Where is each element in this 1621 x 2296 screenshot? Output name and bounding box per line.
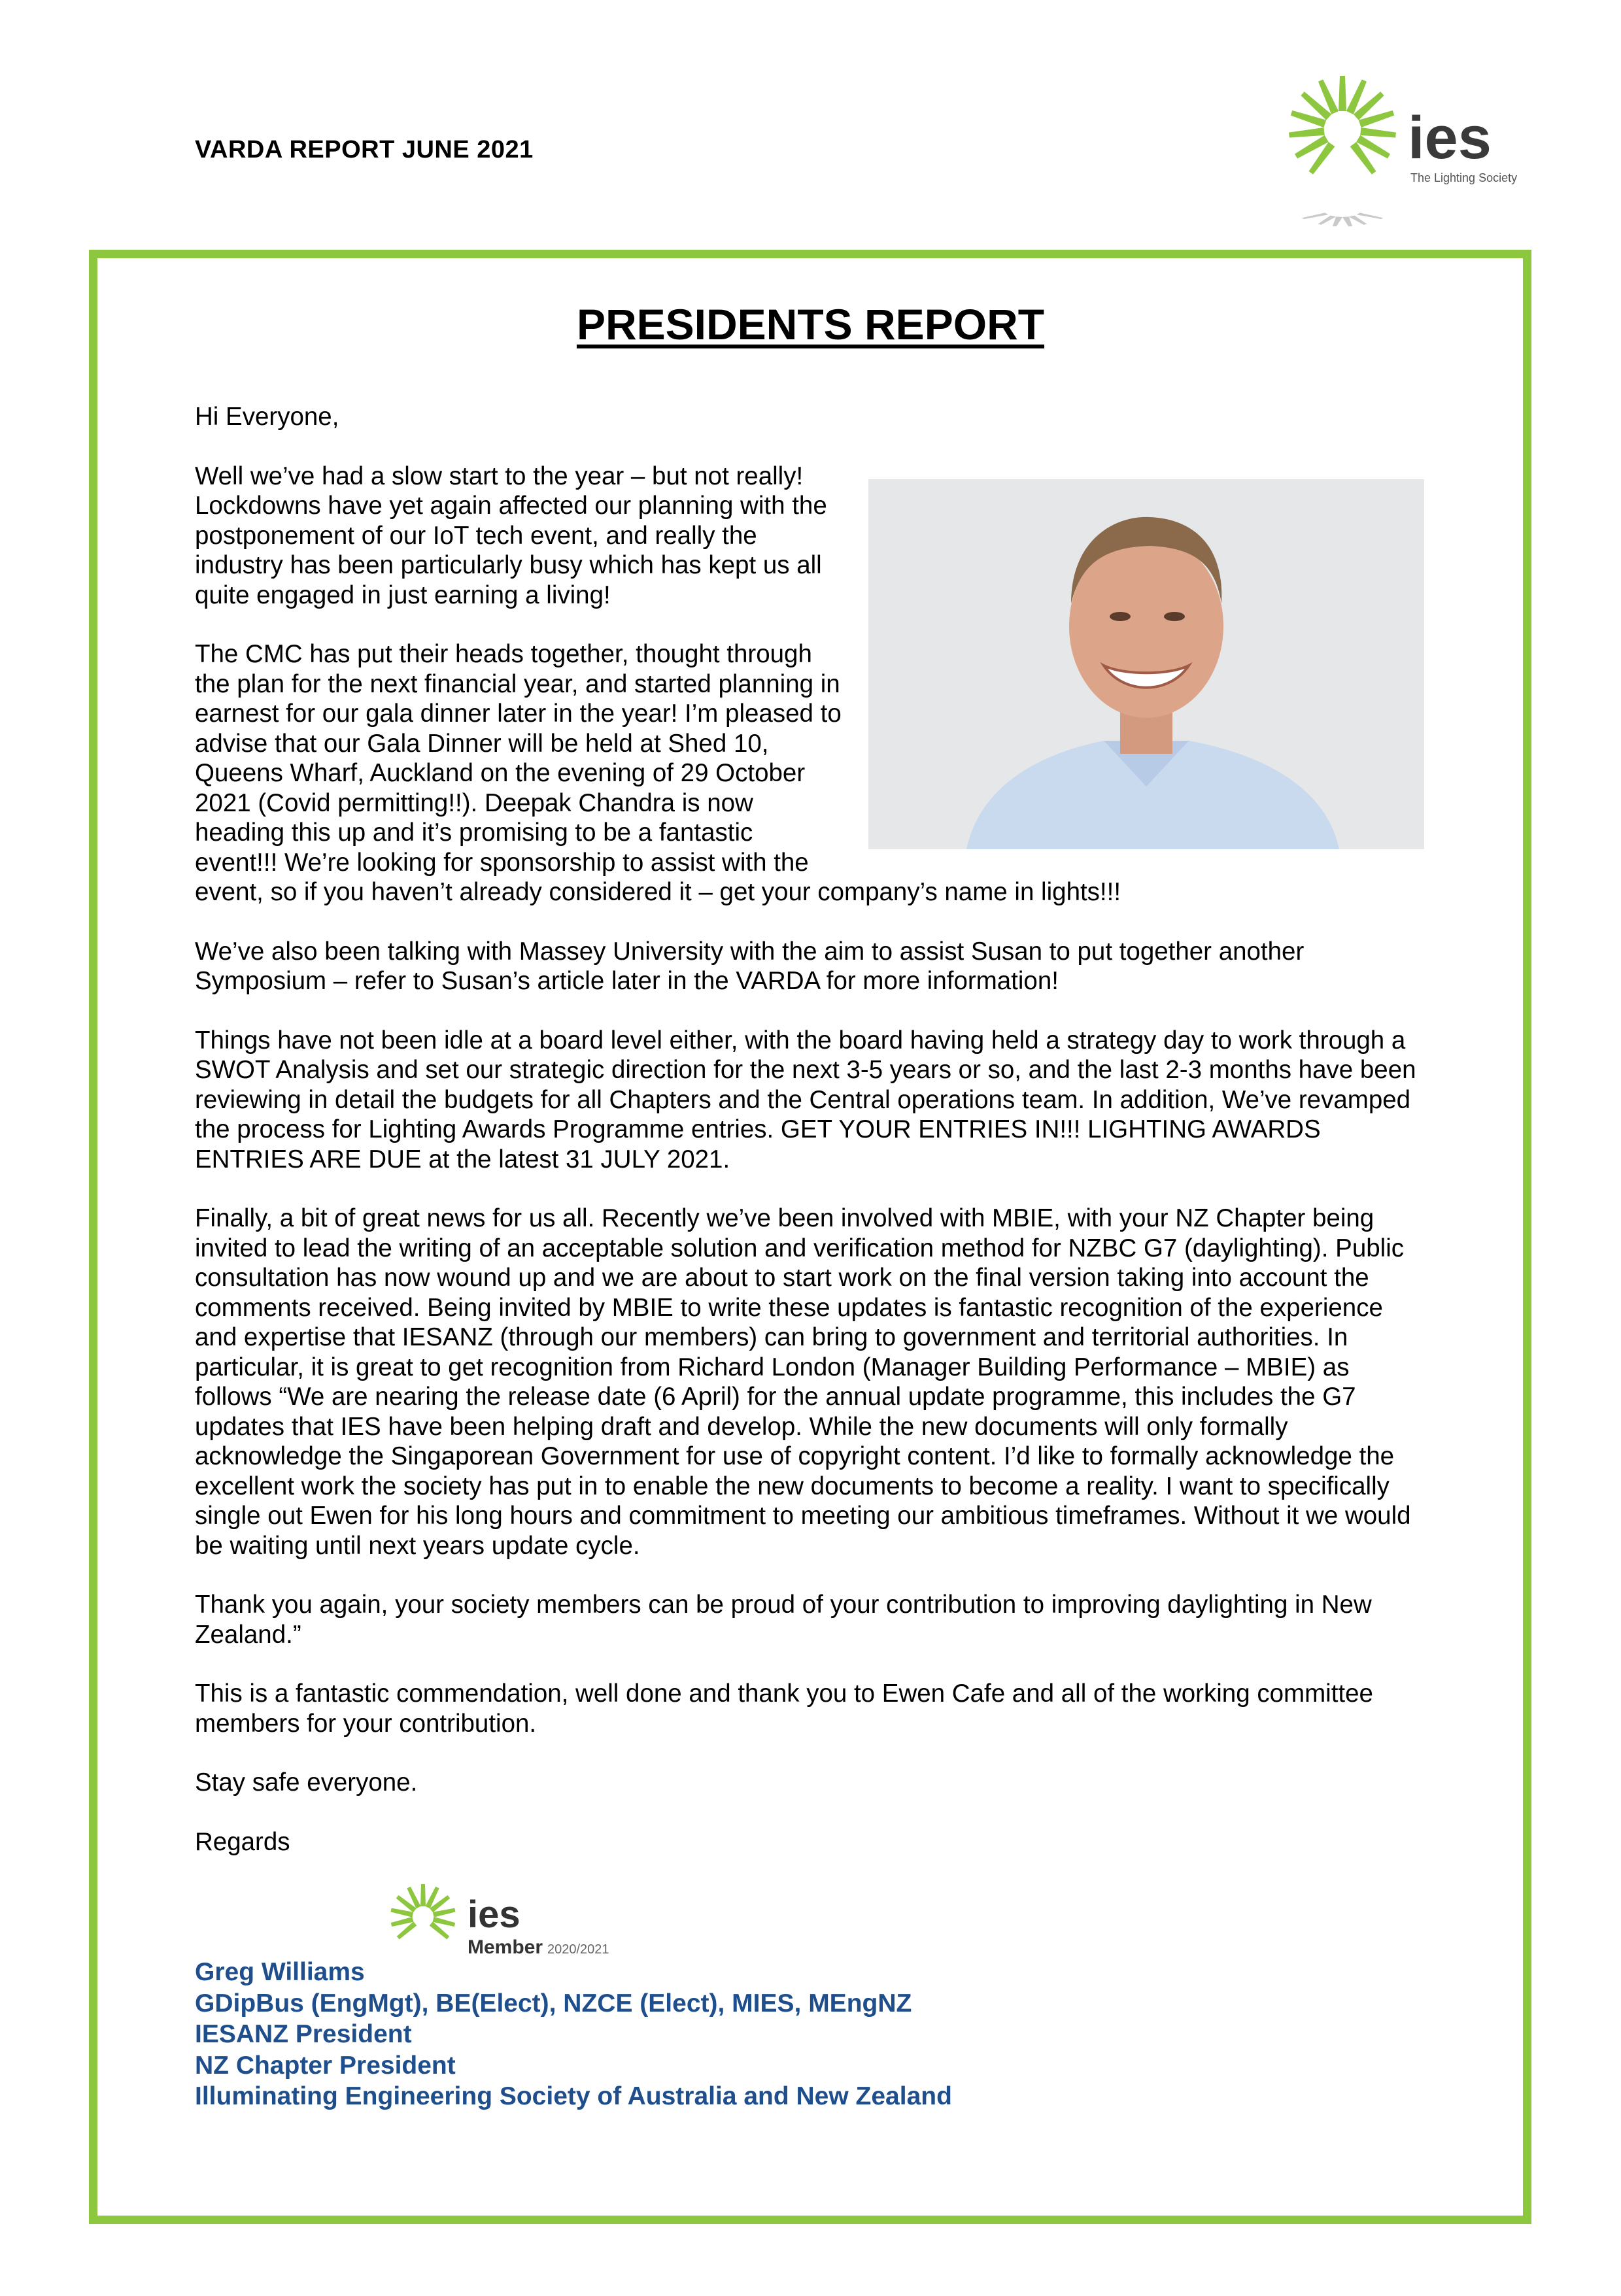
signatory-organisation: Illuminating Engineering Society of Australia and New Zealand — [195, 2082, 952, 2110]
paragraph-2: The CMC has put their heads together, thought through the plan for the next financial year, and started planning in earnest for our gala dinner later in the year! I’m pleased to advise that our Gala Dinner will be held at Shed 10, Queens Wharf, Auckland on the evening of 29 October 2021 (Covid permitting!!). Deepak Chandra is now heading this up and it’s promising to be a fantastic event!!! We’re looking for sponsorship to assist with the event, so if you haven’t already considered it – get your company’s name in lights!!! — [195, 640, 1121, 906]
ies-member-badge-icon — [383, 1876, 624, 1968]
member-badge — [383, 1876, 624, 1968]
portrait-photo-icon — [868, 479, 1424, 849]
signatory-role-2: NZ Chapter President — [195, 2051, 456, 2080]
paragraph-6: Thank you again, your society members can be proud of your contribution to improving daylighting in New Zealand.” — [195, 1591, 1372, 1649]
paragraph-8: Stay safe everyone. — [195, 1768, 418, 1797]
paragraph-9: Regards — [195, 1827, 290, 1856]
president-photo — [868, 479, 1424, 849]
ies-logo — [1265, 72, 1553, 235]
paragraph-4: Things have not been idle at a board level either, with the board having held a strategy day to work through a SWOT Analysis and set our strategic direction for the next 3-5 years or so, and the last 2-3 months have been reviewing in detail the budgets for all Chapters and the Central operations team. In addition, We’ve revamped the process for Lighting Awards Programme entries. GET YOUR ENTRIES IN!!! LIGHTING AWARDS ENTRIES ARE DUE at the latest 31 JULY 2021. — [195, 1026, 1416, 1173]
page-title: PRESIDENTS REPORT — [576, 300, 1045, 348]
report-header-title: VARDA REPORT JUNE 2021 — [195, 136, 534, 163]
signatory-qualifications: GDipBus (EngMgt), BE(Elect), NZCE (Elect), MIES, MEngNZ — [195, 1989, 912, 2017]
signature-block — [195, 1957, 952, 2112]
paragraph-1: Well we’ve had a slow start to the year – but not really! Lockdowns have yet again affected our planning with the postponement of our IoT tech event, and really the industry has been particularly busy which has kept us all quite engaged in just earning a living! — [195, 462, 827, 609]
paragraph-5: Finally, a bit of great news for us all. Recently we’ve been involved with MBIE, with your NZ Chapter being invited to lead the writing of an acceptable solution and verification method for NZBC G7 (daylighting). Public consultation has now wound up and we are about to start work on the final version taking into account the comments received. Being invited by MBIE to write these updates is fantastic recognition of the experience and expertise that IESANZ (through our members) can bring to government and territorial authorities. In particular, it is great to get recognition from Richard London (Manager Building Performance – MBIE) as follows “We are nearing the release date (6 April) for the annual update programme, this includes the G7 updates that IES have been helping draft and develop. While the new documents will only formally acknowledge the Singaporean Government for use of copyright content. I’d like to formally acknowledge the excellent work the society has put in to enable the new documents to become a reality. I want to specifically single out Ewen for his long hours and commitment to meeting our ambitious timeframes. Without it we would be waiting until next years update cycle. — [195, 1204, 1411, 1560]
logo-wordmark: ies — [1408, 105, 1492, 171]
logo-tagline: The Lighting Society — [1410, 171, 1518, 184]
paragraph-3: We’ve also been talking with Massey University with the aim to assist Susan to put together another Symposium – refer to Susan’s article later in the VARDA for more information! — [195, 937, 1305, 995]
ies-sunburst-logo-icon — [1265, 72, 1553, 235]
badge-year: 2020/2021 — [547, 1942, 609, 1957]
badge-member-label: Member — [468, 1936, 543, 1958]
badge-wordmark: ies — [468, 1893, 520, 1936]
signatory-name: Greg Williams — [195, 1958, 365, 1986]
report-body — [195, 402, 1424, 1886]
paragraph-7: This is a fantastic commendation, well done and thank you to Ewen Cafe and all of the working committee members for your contribution. — [195, 1680, 1373, 1738]
greeting: Hi Everyone, — [195, 403, 339, 431]
signatory-role-1: IESANZ President — [195, 2020, 412, 2048]
